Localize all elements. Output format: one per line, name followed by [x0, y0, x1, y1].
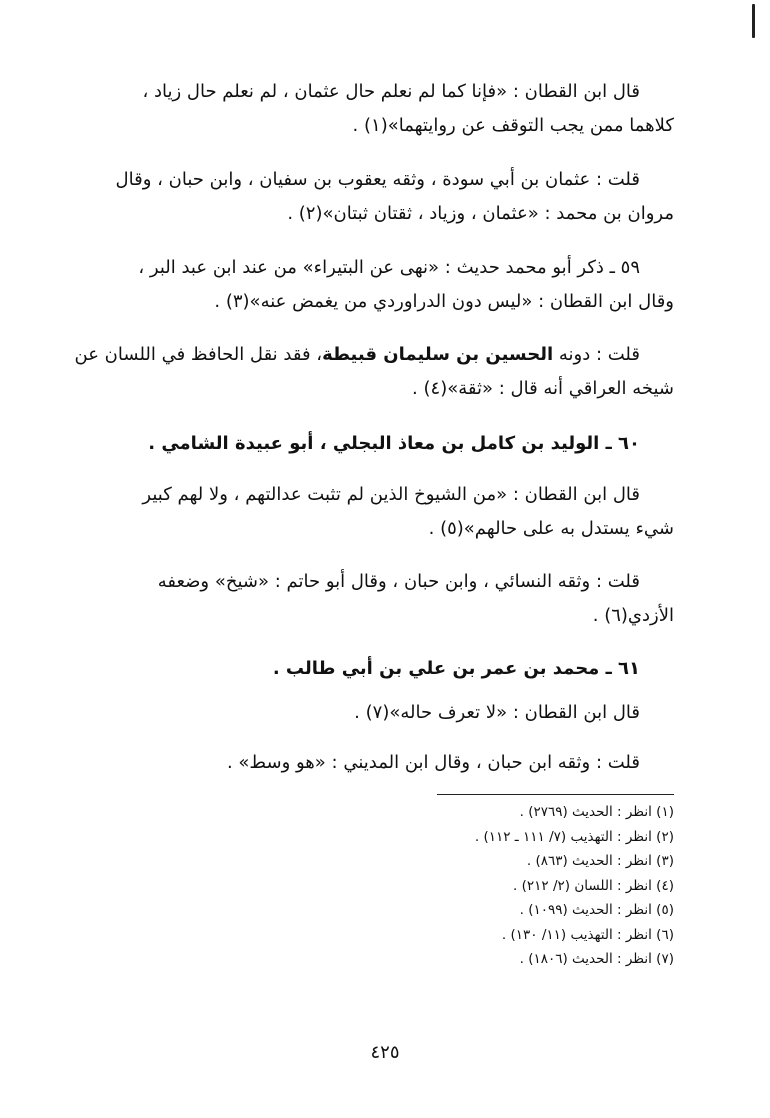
paragraph-ibn-qattan-shuyukh — [100, 478, 674, 546]
text-line: قال ابن القطان : «من الشيوخ الذين لم تثبت عدالتهم ، ولا لهم كبير — [142, 484, 640, 505]
footnote-5: (٥) انظر : الحديث (١٠٩٩) . — [519, 902, 674, 918]
footnote-2: (٢) انظر : التهذيب (٧/ ١١١ ـ ١١٢) . — [474, 828, 674, 845]
narrator-name: الحسين بن سليمان قبيطة — [322, 344, 554, 365]
text-line: قلت : عثمان بن أبي سودة ، وثقه يعقوب بن سفيان ، وابن حبان ، وقال — [115, 169, 640, 190]
entry-61-heading — [100, 652, 674, 686]
paragraph-ibn-qattan-uthman — [100, 75, 674, 143]
paragraph-uthman-bin-abi-sawda — [100, 163, 674, 231]
text-line: شيخه العراقي أنه قال : «ثقة»(٤) . — [412, 378, 674, 399]
text-line: قلت : وثقه النسائي ، وابن حبان ، وقال أبو حاتم : «شيخ» وضعفه — [157, 571, 640, 592]
text-line: وقال ابن القطان : «ليس دون الدراوردي من يغمض عنه»(٣) . — [214, 291, 674, 312]
entry-heading: ٦٠ ـ الوليد بن كامل بن معاذ البجلي ، أبو عبيدة الشامي . — [148, 433, 640, 454]
footnote-6: (٦) انظر : التهذيب (١١/ ١٣٠) . — [501, 926, 674, 943]
footnote-7: (٧) انظر : الحديث (١٨٠٦) . — [519, 951, 674, 967]
paragraph-husain-qubaita — [74, 338, 674, 406]
entry-heading: ٦١ ـ محمد بن عمر بن علي بن أبي طالب . — [272, 658, 640, 679]
paragraph-ibn-madini — [100, 746, 674, 780]
page-number: ٤٢٥ — [370, 1042, 400, 1063]
entry-59 — [100, 251, 674, 319]
page-corner-mark — [752, 4, 755, 38]
text-fragment: ، فقد نقل الحافظ في اللسان عن — [74, 344, 323, 365]
text-line: مروان بن محمد : «عثمان ، وزياد ، ثقتان ثبتان»(٢) . — [287, 203, 674, 224]
footnote-4: (٤) انظر : اللسان (٢/ ٢١٢) . — [513, 877, 674, 894]
text-line: قال ابن القطان : «لا تعرف حاله»(٧) . — [354, 702, 640, 723]
paragraph-nasai-tawthiq — [100, 565, 674, 633]
paragraph-la-tuarafu-haluhu — [100, 696, 674, 730]
footnote-3: (٣) انظر : الحديث (٨٦٣) . — [526, 853, 674, 869]
text-line: كلاهما ممن يجب التوقف عن روايتهما»(١) . — [352, 115, 674, 136]
text-line: قال ابن القطان : «فإنا كما لم نعلم حال عثمان ، لم نعلم حال زياد ، — [142, 81, 640, 102]
footnote-separator — [437, 794, 674, 795]
text-line: شيء يستدل به على حالهم»(٥) . — [428, 518, 674, 539]
text-fragment: قلت : دونه — [553, 344, 640, 365]
text-line: قلت : وثقه ابن حبان ، وقال ابن المديني : «هو وسط» . — [226, 752, 640, 773]
text-line: ٥٩ ـ ذكر أبو محمد حديث : «نهى عن البتيراء» من عند ابن عبد البر ، — [138, 257, 640, 278]
text-line: الأزدي(٦) . — [592, 605, 674, 626]
entry-60-heading — [100, 427, 674, 461]
text-line — [74, 338, 674, 372]
footnote-1: (١) انظر : الحديث (٢٧٦٩) . — [519, 804, 674, 820]
footnotes — [300, 800, 674, 972]
